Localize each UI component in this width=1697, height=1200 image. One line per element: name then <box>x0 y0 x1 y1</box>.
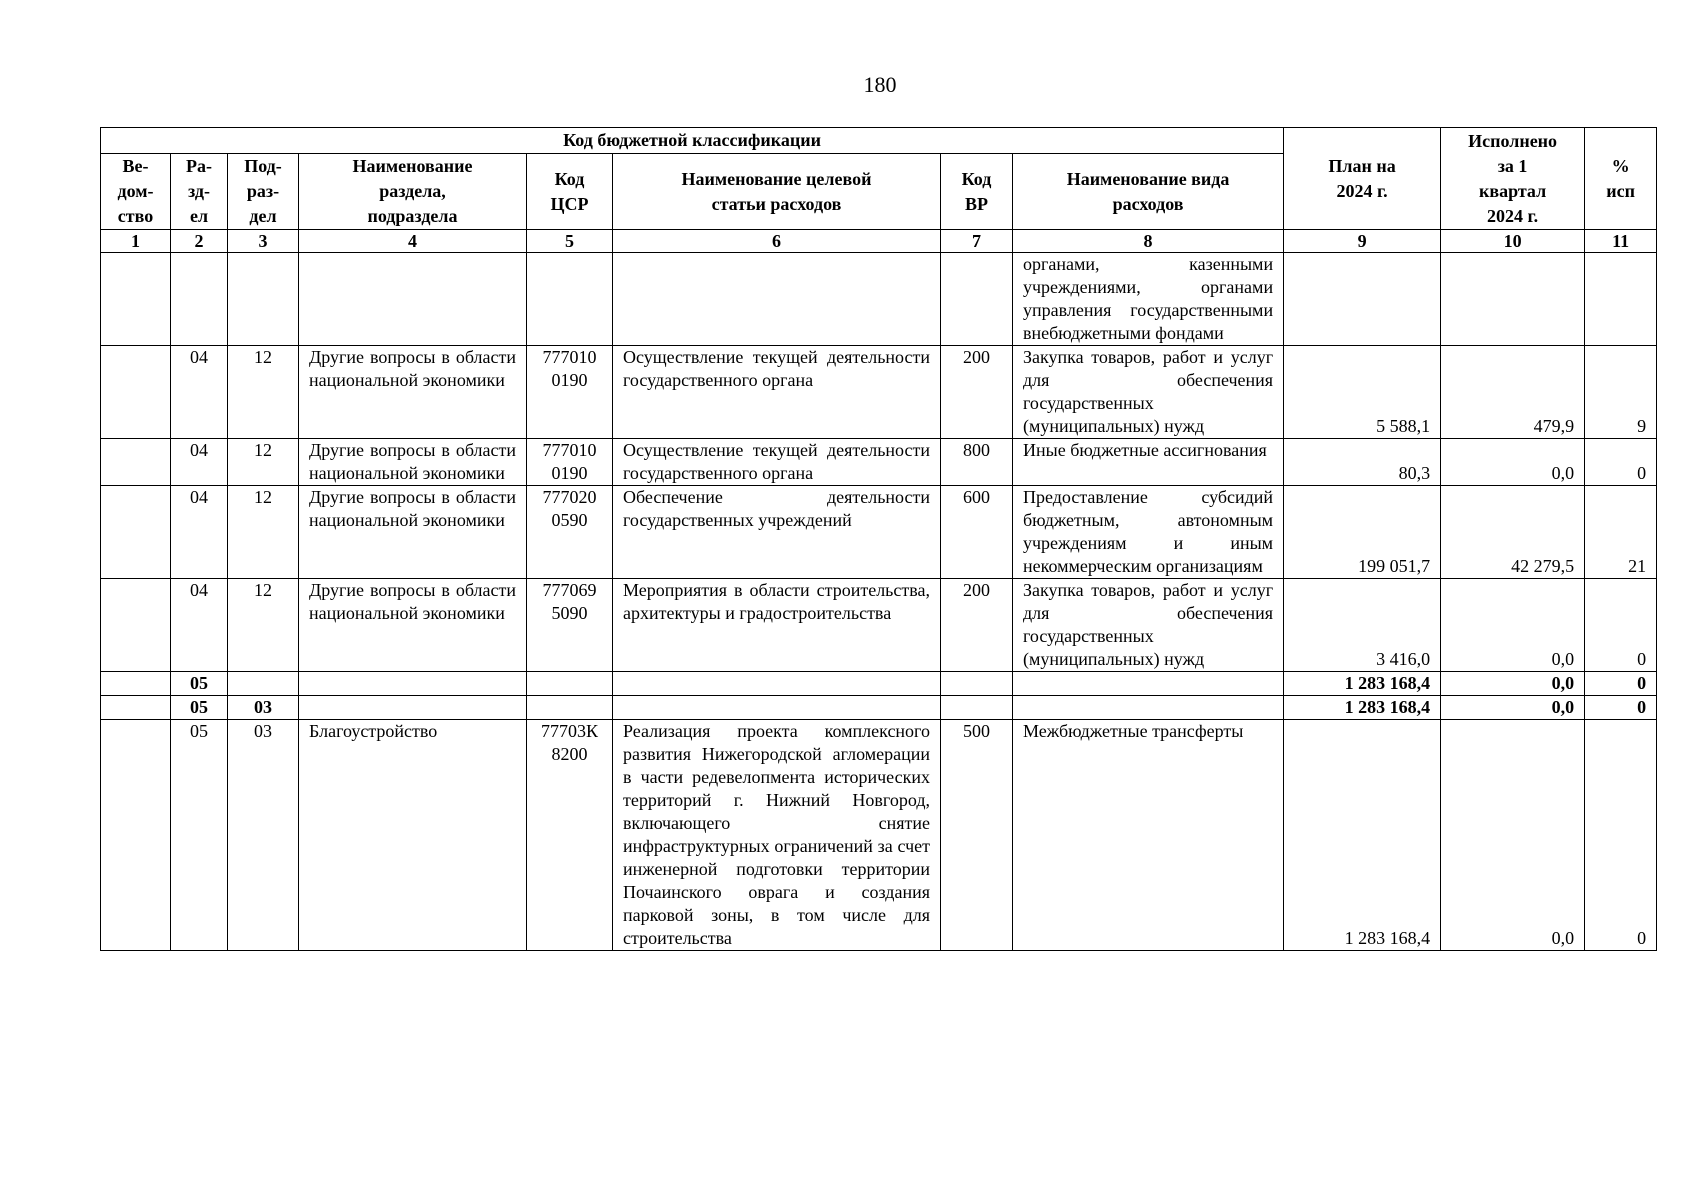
cell-razdel: 04 <box>171 486 228 579</box>
cell-pct <box>1585 253 1657 346</box>
cell-target-name: Осуществление текущей деятельности государственного органа <box>613 439 941 486</box>
cell-section-name: Другие вопросы в области национальной экономики <box>299 439 527 486</box>
header-plan: План на 2024 г. <box>1284 128 1441 230</box>
cell-vr <box>941 696 1013 720</box>
column-number: 4 <box>299 230 527 253</box>
cell-done: 0,0 <box>1441 672 1585 696</box>
cell-csr <box>527 696 613 720</box>
column-number: 8 <box>1013 230 1284 253</box>
cell-csr <box>527 672 613 696</box>
cell-expense-type <box>1013 696 1284 720</box>
column-number: 6 <box>613 230 941 253</box>
cell-csr <box>527 253 613 346</box>
cell-expense-type: органами, казенными учреждениями, органами управления государственными внебюджетными фондами <box>1013 253 1284 346</box>
page-number: 180 <box>863 72 897 97</box>
cell-expense-type: Иные бюджетные ассигнования <box>1013 439 1284 486</box>
column-number: 9 <box>1284 230 1441 253</box>
cell-csr: 777010 0190 <box>527 439 613 486</box>
cell-podrazdel: 12 <box>228 346 299 439</box>
table-row <box>101 579 1657 672</box>
cell-ved <box>101 346 171 439</box>
cell-vr: 600 <box>941 486 1013 579</box>
header-csr: Код ЦСР <box>527 154 613 230</box>
cell-razdel: 05 <box>171 696 228 720</box>
cell-pct: 0 <box>1585 696 1657 720</box>
subtotal-row <box>101 672 1657 696</box>
table-row <box>101 439 1657 486</box>
classification-code-header: Код бюджетной классификации <box>101 128 1284 154</box>
cell-vr <box>941 672 1013 696</box>
cell-vr: 200 <box>941 346 1013 439</box>
column-number: 2 <box>171 230 228 253</box>
cell-pct: 0 <box>1585 439 1657 486</box>
cell-ved <box>101 439 171 486</box>
cell-podrazdel: 03 <box>228 720 299 951</box>
header-podrazdel: Под- раз- дел <box>228 154 299 230</box>
header-target-name: Наименование целевой статьи расходов <box>613 154 941 230</box>
cell-done: 479,9 <box>1441 346 1585 439</box>
cell-pct: 0 <box>1585 672 1657 696</box>
cell-razdel: 04 <box>171 346 228 439</box>
cell-ved <box>101 253 171 346</box>
budget-table <box>100 127 1657 951</box>
column-number: 7 <box>941 230 1013 253</box>
cell-ved <box>101 720 171 951</box>
column-number: 10 <box>1441 230 1585 253</box>
cell-razdel: 05 <box>171 720 228 951</box>
cell-ved <box>101 696 171 720</box>
cell-pct: 9 <box>1585 346 1657 439</box>
cell-expense-type: Межбюджетные трансферты <box>1013 720 1284 951</box>
cell-plan: 5 588,1 <box>1284 346 1441 439</box>
header-done: Исполнено за 1 квартал 2024 г. <box>1441 128 1585 230</box>
cell-podrazdel <box>228 253 299 346</box>
cell-vr: 500 <box>941 720 1013 951</box>
cell-done: 0,0 <box>1441 720 1585 951</box>
cell-done: 42 279,5 <box>1441 486 1585 579</box>
cell-pct: 21 <box>1585 486 1657 579</box>
header-expense-type: Наименование вида расходов <box>1013 154 1284 230</box>
cell-pct: 0 <box>1585 579 1657 672</box>
cell-csr: 777010 0190 <box>527 346 613 439</box>
cell-plan <box>1284 253 1441 346</box>
cell-razdel: 05 <box>171 672 228 696</box>
cell-razdel <box>171 253 228 346</box>
column-number: 3 <box>228 230 299 253</box>
cell-vr: 200 <box>941 579 1013 672</box>
cell-ved <box>101 579 171 672</box>
cell-target-name <box>613 696 941 720</box>
cell-target-name: Реализация проекта комплексного развития Нижегородской агломерации в части редевелопмента исторических территорий г. Нижний Новгород, включающего снятие инфраструктурных ограничений за счет инженерной подготовки территории Почаинского оврага и создания парковой зоны, в том числе для строительства <box>613 720 941 951</box>
cell-plan: 3 416,0 <box>1284 579 1441 672</box>
header-pct: % исп <box>1585 128 1657 230</box>
subtotal-row <box>101 696 1657 720</box>
cell-target-name: Осуществление текущей деятельности государственного органа <box>613 346 941 439</box>
cell-section-name: Благоустройство <box>299 720 527 951</box>
cell-razdel: 04 <box>171 439 228 486</box>
cell-target-name <box>613 253 941 346</box>
cell-ved <box>101 672 171 696</box>
cell-expense-type <box>1013 672 1284 696</box>
column-number: 1 <box>101 230 171 253</box>
cell-target-name: Обеспечение деятельности государственных учреждений <box>613 486 941 579</box>
cell-section-name <box>299 253 527 346</box>
cell-section-name: Другие вопросы в области национальной экономики <box>299 486 527 579</box>
cell-section-name <box>299 672 527 696</box>
cell-plan: 1 283 168,4 <box>1284 696 1441 720</box>
cell-razdel: 04 <box>171 579 228 672</box>
cell-pct: 0 <box>1585 720 1657 951</box>
cell-podrazdel <box>228 672 299 696</box>
table-body <box>101 253 1657 951</box>
cell-csr: 77703К 8200 <box>527 720 613 951</box>
cell-ved <box>101 486 171 579</box>
cell-podrazdel: 03 <box>228 696 299 720</box>
cell-csr: 777020 0590 <box>527 486 613 579</box>
table-row <box>101 720 1657 951</box>
table-row <box>101 346 1657 439</box>
cell-section-name: Другие вопросы в области национальной экономики <box>299 579 527 672</box>
header-row-group <box>101 128 1657 154</box>
header-section-name: Наименование раздела, подраздела <box>299 154 527 230</box>
header-vr: Код ВР <box>941 154 1013 230</box>
cell-expense-type: Предоставление субсидий бюджетным, автономным учреждениям и иным некоммерческим организациям <box>1013 486 1284 579</box>
cell-plan: 1 283 168,4 <box>1284 720 1441 951</box>
column-number: 11 <box>1585 230 1657 253</box>
cell-csr: 777069 5090 <box>527 579 613 672</box>
table-row <box>101 253 1657 346</box>
cell-section-name <box>299 696 527 720</box>
cell-expense-type: Закупка товаров, работ и услуг для обеспечения государственных (муниципальных) нужд <box>1013 579 1284 672</box>
cell-expense-type: Закупка товаров, работ и услуг для обеспечения государственных (муниципальных) нужд <box>1013 346 1284 439</box>
cell-podrazdel: 12 <box>228 439 299 486</box>
column-number: 5 <box>527 230 613 253</box>
cell-podrazdel: 12 <box>228 579 299 672</box>
cell-done <box>1441 253 1585 346</box>
cell-vr: 800 <box>941 439 1013 486</box>
cell-done: 0,0 <box>1441 439 1585 486</box>
cell-section-name: Другие вопросы в области национальной экономики <box>299 346 527 439</box>
header-ved: Ве- дом- ство <box>101 154 171 230</box>
cell-vr <box>941 253 1013 346</box>
cell-plan: 1 283 168,4 <box>1284 672 1441 696</box>
header-row-numbers <box>101 230 1657 253</box>
cell-plan: 199 051,7 <box>1284 486 1441 579</box>
cell-podrazdel: 12 <box>228 486 299 579</box>
table-row <box>101 486 1657 579</box>
header-razdel: Ра- зд- ел <box>171 154 228 230</box>
cell-done: 0,0 <box>1441 696 1585 720</box>
cell-target-name: Мероприятия в области строительства, архитектуры и градостроительства <box>613 579 941 672</box>
cell-done: 0,0 <box>1441 579 1585 672</box>
cell-plan: 80,3 <box>1284 439 1441 486</box>
cell-target-name <box>613 672 941 696</box>
